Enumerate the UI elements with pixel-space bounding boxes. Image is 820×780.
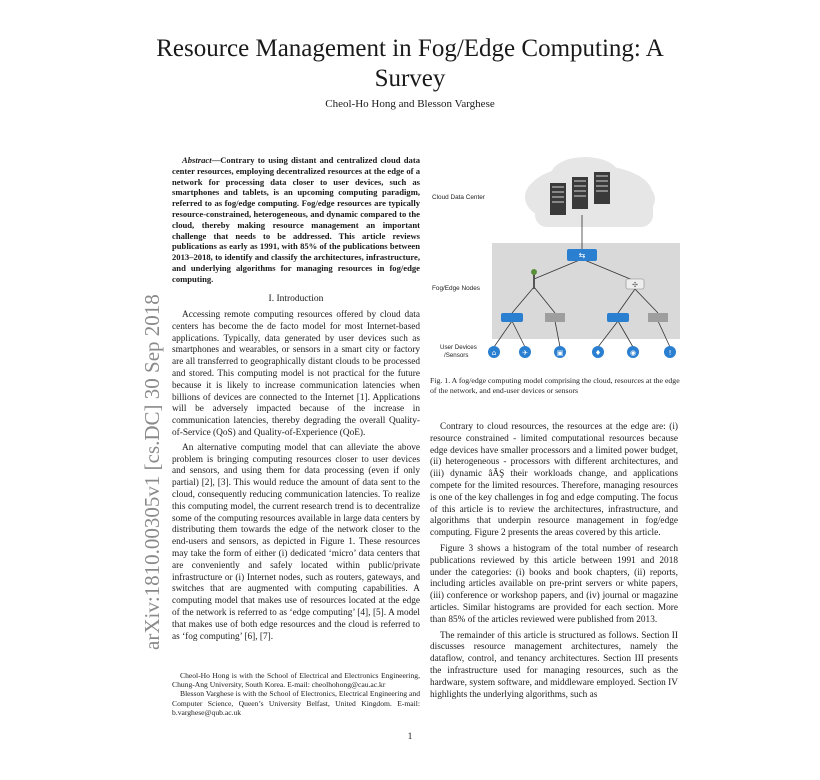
paper-authors: Cheol-Ho Hong and Blesson Varghese bbox=[325, 98, 495, 110]
svg-text:◉: ◉ bbox=[629, 349, 637, 357]
page-number: 1 bbox=[407, 732, 413, 742]
paper-title: Resource Management in Fog/Edge Computing: A Survey bbox=[156, 35, 664, 92]
server-box-icon bbox=[648, 313, 668, 322]
figure-1 bbox=[430, 155, 680, 370]
server-rack-icon bbox=[572, 177, 588, 209]
abstract-label: Abstract bbox=[182, 155, 212, 165]
switch-icon bbox=[567, 249, 597, 261]
footnote: Cheol-Ho Hong is with the School of Electrical and Electronics Engineering, Chung-Ang University, South Korea. E-mail: cheolhohong@cau.ac.kr bbox=[172, 671, 420, 690]
section-heading: I. Introduction bbox=[268, 294, 324, 304]
svg-text:♦: ♦ bbox=[594, 349, 602, 357]
camera-device-icon bbox=[627, 346, 639, 358]
right-paragraph: The remainder of this article is structured as follows. Section II discusses resource management architectures, namely the dataflow, control, and tenancy architectures. Section III presents the infrastructure used for managing resources, such as the hardware, system software, and middleware employed. Section IV highlights the underlying algorithms, such as bbox=[430, 630, 678, 700]
svg-text:✣: ✣ bbox=[632, 281, 638, 289]
cloud-icon bbox=[525, 157, 655, 227]
footnotes bbox=[172, 671, 420, 717]
intro-column bbox=[172, 310, 420, 646]
right-paragraph: Contrary to cloud resources, the resources at the edge are: (i) resource constrained - limited computational resources because edge devices have smaller processors and a limited power budget, (ii) heterogeneous - processors with different architectures, and (iii) dynamic âĂŞ their workloads change, and applications compete for the limited resources. Therefore, managing resources is one of the key challenges in fog and edge computing. The focus of this article is to review the architectures, infrastructure, and algorithms that underpin resource management in fog/edge computing. Figure 2 presents the areas covered by this article. bbox=[430, 422, 678, 539]
car-device-icon bbox=[554, 346, 566, 358]
router-icon bbox=[626, 279, 644, 289]
svg-text:▣: ▣ bbox=[556, 349, 564, 357]
server-box-icon bbox=[545, 313, 565, 322]
home-device-icon bbox=[488, 346, 500, 358]
svg-text:⌂: ⌂ bbox=[491, 349, 497, 357]
label-cloud: Cloud Data Center bbox=[432, 194, 485, 201]
svg-text:✈: ✈ bbox=[522, 349, 528, 357]
footnote: Blesson Varghese is with the School of Electronics, Electrical Engineering and Computer Science, Queen’s University Belfast, United Kingdom. E-mail: b.varghese@qub.ac.uk bbox=[172, 689, 420, 717]
abstract bbox=[172, 155, 420, 285]
label-devices: User Devices /Sensors bbox=[440, 344, 477, 359]
switch-icon bbox=[607, 313, 629, 322]
label-fog: Fog/Edge Nodes bbox=[432, 285, 480, 292]
server-rack-icon bbox=[550, 183, 566, 215]
sensor-device-icon bbox=[664, 346, 676, 358]
abstract-text: —Contrary to using distant and centralized cloud data center resources, employing decentralized resources at the edge of a network for processing data closer to user devices, such as smartphones and tablets, is an upcoming computing paradigm, referred to as fog/edge computing. Fog/edge resources are typically resource-constrained, heterogeneous, and dynamic compared to the cloud, thereby making resource management an important challenge that needs to be addressed. This article reviews publications as early as 1991, with 85% of the publications between 2013–2018, to identify and classify the architectures, infrastructure, and underlying algorithms for managing resources in fog/edge computing. bbox=[172, 155, 420, 284]
right-column bbox=[430, 422, 678, 705]
fog-edge-diagram bbox=[430, 155, 680, 370]
arxiv-stamp: arXiv:1810.00305v1 [cs.DC] 30 Sep 2018 bbox=[140, 294, 164, 650]
airplane-device-icon bbox=[519, 346, 531, 358]
intro-paragraph: Accessing remote computing resources offered by cloud data centers has become the de facto model for most Internet-based applications. Typically, data generated by user devices such as smartphones and wearables, or sensors in a smart city or factory are all transferred to geographically distant clouds to be processed and stored. This computing model is not practical for the future because it is likely to increase communication latencies when billions of devices are connected to the Internet [1]. Applications will be adversely impacted because of the increase in communication latencies, thereby degrading the overall Quality-of-Service (QoS) and Quality-of-Experience (QoE). bbox=[172, 310, 420, 438]
svg-text:⇆: ⇆ bbox=[578, 251, 586, 260]
switch-icon bbox=[501, 313, 523, 322]
svg-text:!: ! bbox=[668, 349, 672, 357]
lightbulb-device-icon bbox=[592, 346, 604, 358]
server-rack-icon bbox=[594, 172, 610, 204]
intro-paragraph: An alternative computing model that can alleviate the above problem is bringing computing resources closer to user devices and sensors, and using them for data processing (even if only partial) [2], [3]. This would reduce the amount of data sent to the cloud, consequently reducing communication latencies. To realize this computing model, the current research trend is to decentralize some of the computing resources available in large data centers by distributing them towards the edge of the network closer to the end-users and sensors, as depicted in Figure 1. These resources may take the form of either (i) dedicated ‘micro’ data centers that are conveniently and safely located within public/private infrastructure or (i) Internet nodes, such as routers, gateways, and switches that are augmented with computing capabilities. A computing model that makes use of resources located at the edge of the network is referred to as ‘edge computing’ [4], [5]. A model that makes use of both edge resources and the cloud is referred to as ‘fog computing’ [6], [7]. bbox=[172, 442, 420, 642]
right-paragraph: Figure 3 shows a histogram of the total number of research publications reviewed by this article between 1991 and 2018 under the categories: (i) books and book chapters, (ii) reports, including articles available on pre-print servers or white papers, (iii) conference or workshop papers, and (iv) journal or magazine articles. Similar histograms are provided for each section. More than 85% of the articles reviewed were published from 2013. bbox=[430, 543, 678, 625]
figure-caption: Fig. 1. A fog/edge computing model comprising the cloud, resources at the edge of the network, and end-user devices or sensors bbox=[430, 376, 680, 395]
